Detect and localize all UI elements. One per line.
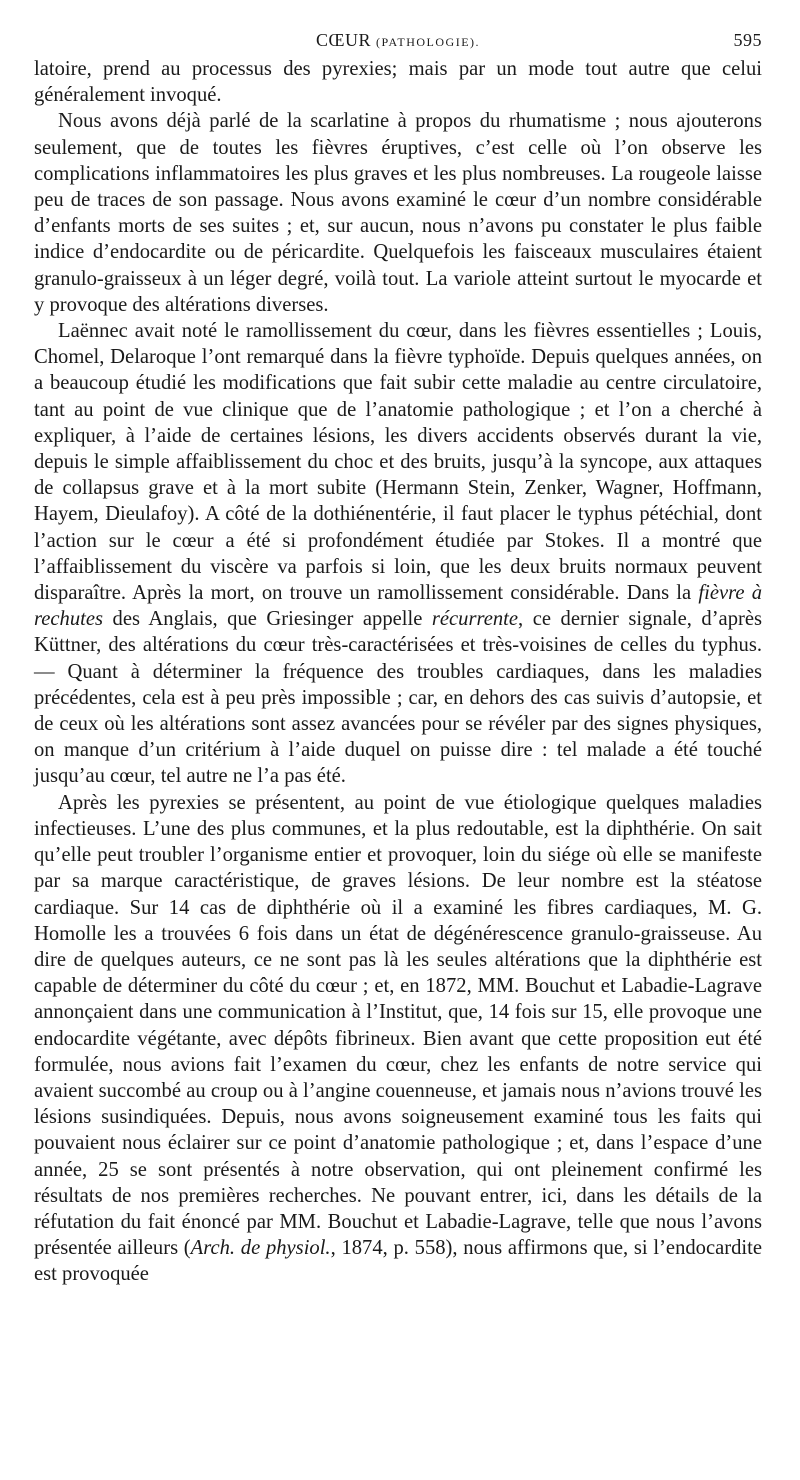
paragraph-text: Après les pyrexies se présentent, au point de vue étiologique quelques maladies infectieuses. L’une des plus communes, et la plus redoutable, est la diphthérie. On sait qu’elle peut troubler l’organisme entier et provoquer, loin du siége où elle se manifeste par sa marque caractéristique, de graves lésions. De leur nombre est la stéatose cardiaque. Sur 14 cas de diphthérie où il a examiné les fibres cardiaques, M. G. Homolle les a trouvées 6 fois dans un état de dégénérescence granulo-graisseuse. Au dire de quelques auteurs, ce ne sont pas là les seules altérations que la diphthérie est capable de déterminer du côté du cœur ; et, en 1872, MM. Bouchut et Labadie-Lagrave annonçaient dans une communication à l’Institut, que, 14 fois sur 15, elle provoque une endocardite végétante, avec dépôts fibrineux. Bien avant que cette proposition eut été formulée, nous avions fait l’examen du cœur, chez les enfants de notre service qui avaient succombé au croup ou à l’angine couenneuse, et jamais nous n’avions trouvé les lésions susindiquées. Depuis, nous avons soigneusement examiné tous les faits qui pouvaient nous éclairer sur ce point d’anatomie pathologique ; et, dans l’espace d’une année, 25 se sont présentés à notre observation, qui ont pleinement confirmé les résultats de nos premières recherches. Ne pouvant entrer, ici, dans les détails de la réfutation du fait énoncé par MM. Bouchut et Labadie-Lagrave, telle que nous l’avons présentée ailleurs (: [34, 791, 762, 1260]
page-number: 595: [733, 30, 762, 50]
italic-text: fièvre à rechutes: [34, 582, 762, 631]
paragraph-text: , 1874, p. 558), nous affirmons que, si l’endocardite est provoquée: [34, 1237, 762, 1286]
paragraph-text: latoire, prend au processus des pyrexies; mais par un mode tout autre que celui généralement invoqué.: [34, 58, 762, 107]
paragraph: [34, 56, 762, 108]
italic-text: récurrente: [431, 608, 519, 631]
italic-text: Arch. de physiol.: [190, 1237, 331, 1260]
running-title: [34, 30, 762, 51]
paragraph: [34, 790, 762, 1288]
running-title-section: (PATHOLOGIE).: [375, 35, 481, 49]
paragraph-text: Laënnec avait noté le ramollissement du cœur, dans les fièvres essentielles ; Louis, Chomel, Delaroque l’ont remarqué dans la fièvre typhoïde. Depuis quelques années, on a beaucoup étudié les modifications que fait subir cette maladie au centre circulatoire, tant au point de vue clinique que de l’anatomie pathologique ; et l’on a cherché à expliquer, à l’aide de certaines lésions, les divers accidents observés durant la vie, depuis le simple affaiblissement du choc et des bruits, jusqu’à la syncope, aux attaques de collapsus grave et à la mort subite (Hermann Stein, Zenker, Wagner, Hoffmann, Hayem, Dieulafoy). A côté de la dothiénentérie, il faut placer le typhus pétéchial, dont l’action sur le cœur a été si profondément étudiée par Stokes. Il a montré que l’affaiblissement du viscère va parfois si loin, que les deux bruits normaux peuvent disparaître. Après la mort, on trouve un ramollissement considérable. Dans la: [34, 320, 762, 605]
paragraph-text: des Anglais, que Griesinger appelle: [103, 608, 432, 631]
body-text: [34, 56, 762, 1288]
running-head: [34, 30, 762, 56]
paragraph: [34, 318, 762, 790]
paragraph: [34, 108, 762, 318]
running-title-main: CŒUR: [315, 30, 371, 50]
page: [34, 30, 762, 1288]
paragraph-text: , ce dernier signale, d’après Küttner, des altérations du cœur très-caractérisées et très-voisines de celles du typhus. — Quant à déterminer la fréquence des troubles cardiaques, dans les maladies précédentes, cela est à peu près impossible ; car, en dehors des cas suivis d’autopsie, et de ceux où les altérations sont assez avancées pour se révéler par des signes physiques, on manque d’un critérium à l’aide duquel on puisse dire : tel malade a été touché jusqu’au cœur, tel autre ne l’a pas été.: [34, 608, 763, 788]
paragraph-text: Nous avons déjà parlé de la scarlatine à propos du rhumatisme ; nous ajouterons seulement, que de toutes les fièvres éruptives, c’est celle où l’on observe les complications inflammatoires les plus graves et les plus nombreuses. La rougeole laisse peu de traces de son passage. Nous avons examiné le cœur d’un nombre considérable d’enfants morts de ses suites ; et, sur aucun, nous n’avons pu constater le plus faible indice d’endocardite ou de péricardite. Quelquefois les faisceaux musculaires étaient granulo-graisseux à un léger degré, voilà tout. La variole atteint surtout le myocarde et y provoque des altérations diverses.: [34, 110, 762, 316]
